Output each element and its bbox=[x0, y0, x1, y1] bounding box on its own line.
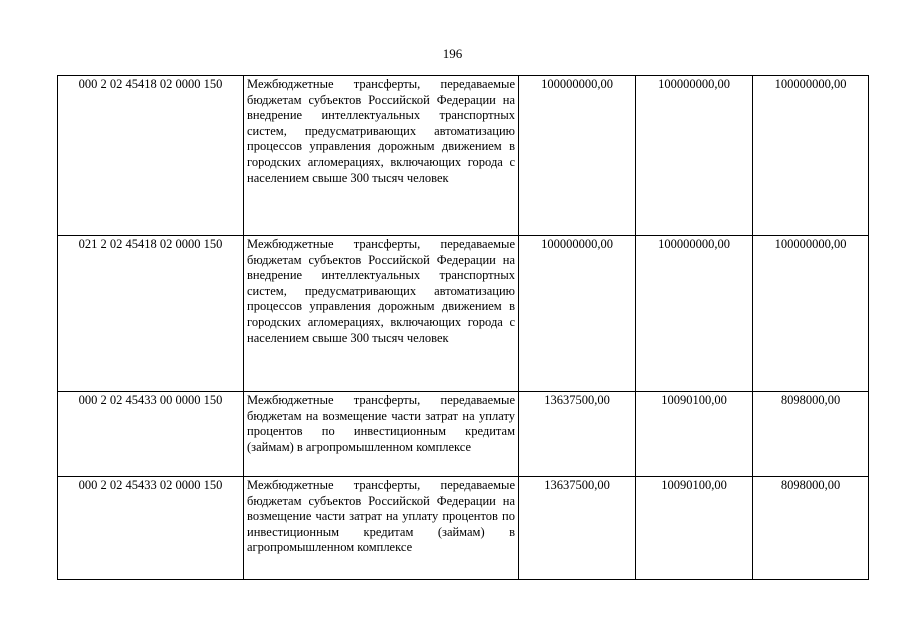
amount-year-3: 8098000,00 bbox=[753, 477, 869, 580]
table-row bbox=[58, 236, 869, 392]
amount-year-2: 10090100,00 bbox=[636, 392, 753, 477]
amount-year-2: 100000000,00 bbox=[636, 76, 753, 236]
amount-year-1: 100000000,00 bbox=[519, 236, 636, 392]
classification-code: 000 2 02 45433 00 0000 150 bbox=[58, 392, 244, 477]
row-description: Межбюджетные трансферты, передаваемые бюджетам субъектов Российской Федерации на возмещение части затрат на уплату процентов по инвестиционным кредитам (займам) в агропромышленном комплексе bbox=[244, 477, 519, 580]
table-row bbox=[58, 76, 869, 236]
amount-year-1: 100000000,00 bbox=[519, 76, 636, 236]
amount-year-2: 100000000,00 bbox=[636, 236, 753, 392]
amount-year-1: 13637500,00 bbox=[519, 477, 636, 580]
amount-year-1: 13637500,00 bbox=[519, 392, 636, 477]
row-description: Межбюджетные трансферты, передаваемые бюджетам субъектов Российской Федерации на внедрение интеллектуальных транспортных систем, предусматривающих автоматизацию процессов управления дорожным движением в городских агломерациях, включающих города с населением свыше 300 тысяч человек bbox=[244, 236, 519, 392]
amount-year-2: 10090100,00 bbox=[636, 477, 753, 580]
table-row bbox=[58, 392, 869, 477]
budget-table bbox=[57, 75, 869, 580]
classification-code: 000 2 02 45418 02 0000 150 bbox=[58, 76, 244, 236]
classification-code: 021 2 02 45418 02 0000 150 bbox=[58, 236, 244, 392]
row-description: Межбюджетные трансферты, передаваемые бюджетам на возмещение части затрат на уплату процентов по инвестиционным кредитам (займам) в агропромышленном комплексе bbox=[244, 392, 519, 477]
amount-year-3: 100000000,00 bbox=[753, 236, 869, 392]
row-description: Межбюджетные трансферты, передаваемые бюджетам субъектов Российской Федерации на внедрение интеллектуальных транспортных систем, предусматривающих автоматизацию процессов управления дорожным движением в городских агломерациях, включающих города с населением свыше 300 тысяч человек bbox=[244, 76, 519, 236]
amount-year-3: 100000000,00 bbox=[753, 76, 869, 236]
table-row bbox=[58, 477, 869, 580]
page-number: 196 bbox=[442, 46, 463, 61]
classification-code: 000 2 02 45433 02 0000 150 bbox=[58, 477, 244, 580]
amount-year-3: 8098000,00 bbox=[753, 392, 869, 477]
